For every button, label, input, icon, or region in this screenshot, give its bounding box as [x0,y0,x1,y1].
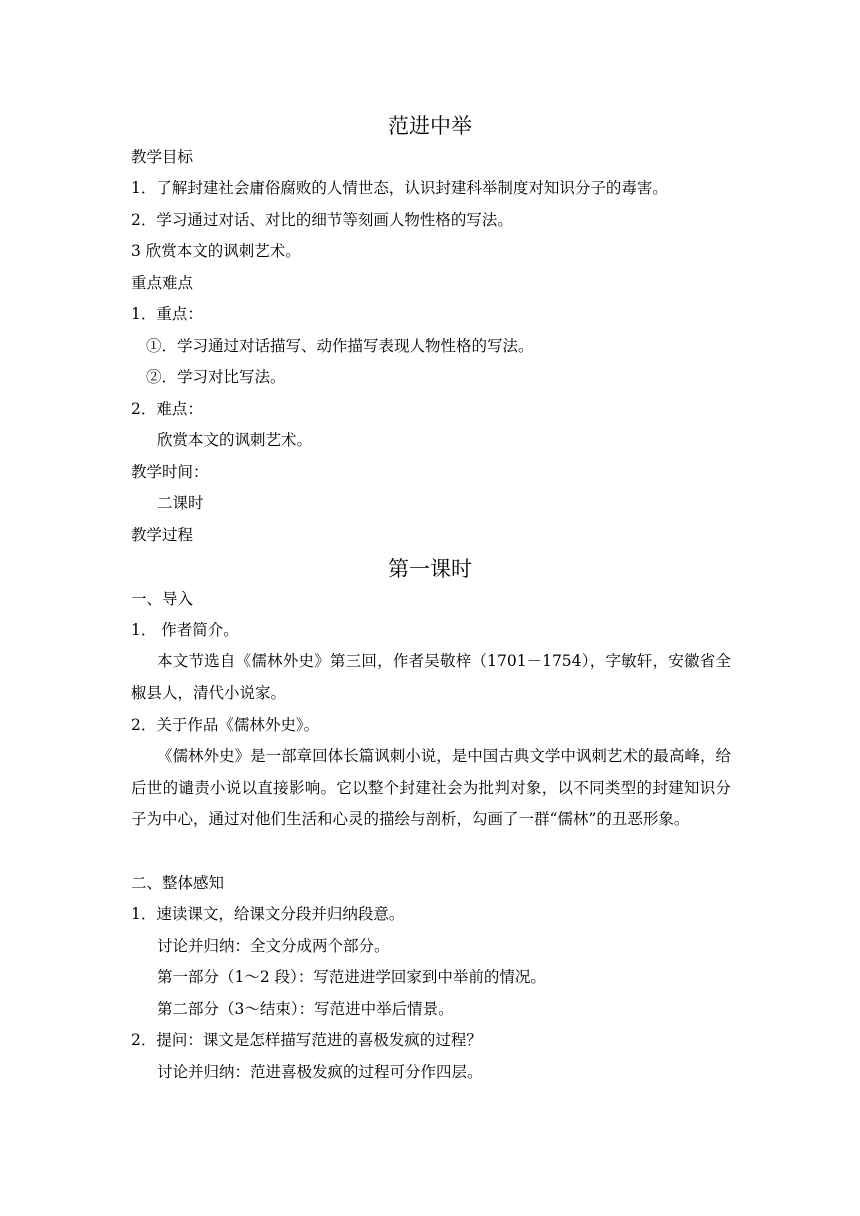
section-overall-heading: 二、整体感知 [131,874,225,892]
task-1-discussion: 讨论并归纳：全文分成两个部分。 [157,937,390,955]
difficult-points-label: 2．难点： [131,400,203,418]
heading-teaching-time: 教学时间： [131,463,209,481]
teaching-time-value: 二课时 [157,494,204,512]
task-1: 1．速读课文，给课文分段并归纳段意。 [131,905,405,923]
section-intro-heading: 一、导入 [131,590,194,608]
author-intro-paragraph: 本文节选自《儒林外史》第三回，作者吴敬梓（1701－1754），字敏轩，安徽省全椒县人，清代小说家。 [131,652,731,702]
goal-2: 2．学习通过对话、对比的细节等刻画人物性格的写法。 [131,211,513,229]
work-intro-heading: 2．关于作品《儒林外史》。 [131,716,320,734]
heading-teaching-process: 教学过程 [131,526,194,544]
document-title: 范进中举 [388,114,472,138]
task-1-part-1: 第一部分（1～2 段）：写范进进学回家到中举前的情况。 [157,968,546,986]
work-intro-paragraph: 《儒林外史》是一部章回体长篇讽刺小说，是中国古典文学中讽刺艺术的最高峰，给后世的谴责小说以直接影响。它以整个封建社会为批判对象，以不同类型的封建知识分子为中心，通过对他们生活和心灵的描绘与剖析，勾画了一群“儒林”的丑恶形象。 [131,747,731,828]
task-2-discussion: 讨论并归纳：范进喜极发疯的过程可分作四层。 [157,1063,483,1081]
task-1-part-2: 第二部分（3～结束）：写范进中举后情景。 [157,1000,454,1018]
key-point-1: ①．学习通过对话描写、动作描写表现人物性格的写法。 [146,337,534,355]
heading-key-difficult-points: 重点难点 [131,274,194,292]
task-2: 2．提问：课文是怎样描写范进的喜极发疯的过程？ [131,1031,482,1049]
goal-3: 3 欣赏本文的讽刺艺术。 [131,242,301,260]
key-points-label: 1．重点： [131,305,203,323]
key-point-2: ②．学习对比写法。 [146,368,286,386]
section-title-first-lesson: 第一课时 [388,557,472,581]
author-intro-heading: 1． 作者简介。 [131,621,239,639]
goal-1: 1．了解封建社会庸俗腐败的人情世态，认识封建科举制度对知识分子的毒害。 [131,179,668,197]
difficult-point-text: 欣赏本文的讽刺艺术。 [157,431,313,449]
heading-teaching-goals: 教学目标 [131,148,194,166]
